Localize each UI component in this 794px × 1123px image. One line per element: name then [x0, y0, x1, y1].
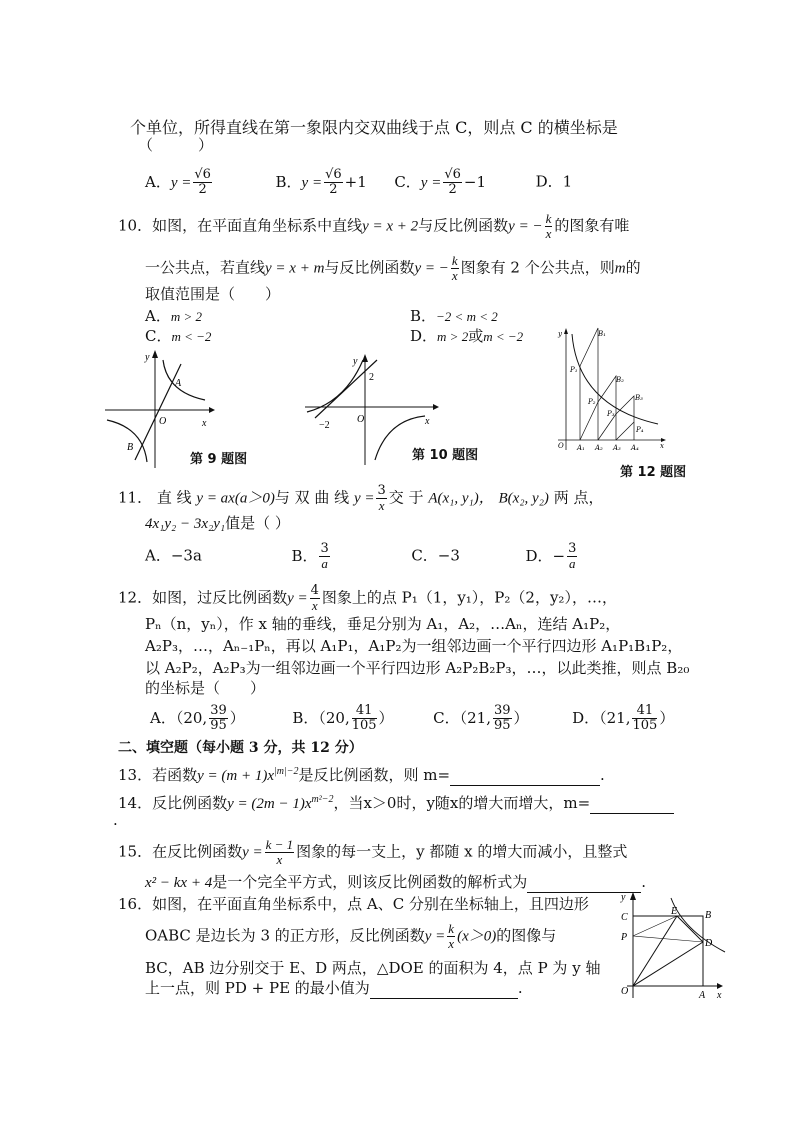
q16-line1: 16．如图，在平面直角坐标系中，点 A、C 分别在坐标轴上，且四边形 — [118, 895, 589, 913]
section-2-title: 二、填空题（每小题 3 分，共 12 分） — [118, 740, 363, 756]
q14: 14．反比例函数$y = (2m - 1)x^{m^2-2}$，当x＞0时，y随x的增大而增大，m= — [118, 790, 674, 814]
fig16-label-o: O — [621, 986, 629, 997]
fig10-label-2: 2 — [369, 372, 374, 383]
fig12-label-p3: P₃ — [607, 410, 615, 418]
q10-option-a: A．m > 2 — [145, 307, 203, 325]
fig16-label-x: x — [717, 990, 722, 1001]
q15-line2: x² − kx + 4是一个完全平方式，则该反比例函数的解析式为 . — [145, 873, 647, 891]
q12-line2: Pₙ（n，yₙ），作 x 轴的垂线，垂足分别为 A₁，A₂，…Aₙ，连结 A₁P₂， — [145, 615, 621, 633]
fig12-label-p2: P₂ — [588, 398, 596, 406]
fig9-label-x: x — [202, 418, 207, 429]
q13: 13．若函数$y = (m + 1)x^{|m|-2}$是反比例函数，则 m= . — [118, 766, 605, 784]
figure-12 — [548, 326, 670, 456]
figure-16 — [615, 890, 727, 1002]
q15-line1: 15．在反比例函数y = $\frac{k - 1}{x}$ 图象的每一支上，y 都随 x 的增大而减小，且整式 — [118, 837, 628, 867]
fig10-label-neg2: −2 — [319, 420, 330, 431]
fig10-label-x: x — [425, 416, 430, 427]
q14-answer-blank[interactable] — [590, 793, 674, 814]
q10-option-c: C．m < −2 — [145, 327, 212, 345]
fig16-label-p: P — [621, 932, 628, 943]
fig9-label-y: y — [145, 352, 150, 363]
fig12-caption: 第 12 题图 — [620, 465, 687, 480]
fig12-label-a1: A₁ — [577, 444, 585, 452]
fig12-label-a3: A₃ — [613, 444, 621, 452]
q14-period: . — [113, 811, 118, 829]
fig12-label-p4: P₄ — [636, 426, 644, 434]
fig16-label-b: B — [705, 910, 712, 921]
q12-options — [150, 704, 674, 733]
q10-option-b: B．−2 < m < 2 — [410, 307, 498, 325]
q9-paren: （ ） — [138, 136, 214, 154]
q10-line1: 10．如图，在平面直角坐标系中直线y = x + 2与反比例函数y = − $\frac{k}{x}$ 的图象有唯 — [118, 211, 630, 241]
q10-line3: 取值范围是（ ） — [145, 285, 281, 303]
q16-line3: BC，AB 边分别交于 E、D 两点，△DOE 的面积为 4，点 P 为 y 轴 — [145, 959, 601, 977]
fig10-label-o: O — [357, 414, 365, 425]
fig16-label-c: C — [621, 912, 628, 923]
fig12-label-p1: P₁ — [570, 366, 578, 374]
q9-option-a: A．y = $\frac{√6}{2}$ — [145, 167, 211, 197]
q12-line1: 12．如图，过反比例函数y = $\frac{4}{x}$ 图象上的点 P₁（1，y₁），P₂（2，y₂），…， — [118, 583, 617, 613]
fig12-label-a2: A₂ — [595, 444, 603, 452]
q12-line4: 以 A₂P₂，A₂P₃为一组邻边画一个平行四边形 A₂P₂B₂P₃，…，以此类推，则点 B₂₀ — [145, 659, 690, 677]
q11-option-a: A．−3a — [145, 546, 202, 565]
fig16-label-y: y — [621, 892, 626, 903]
q10-option-d: D．m > 2或m < −2 — [410, 327, 524, 345]
fig12-label-b1: B₁ — [598, 330, 606, 338]
fig12-label-o: O — [558, 442, 564, 450]
q11-option-c: C．−3 — [411, 546, 460, 565]
q11-line1: 11． 直 线 y = ax(a＞0)与 双 曲 线 y = $\frac{3}{x}$ 交 于 A(x₁, y₁)， B(x₂, y₂) 两 点， — [118, 483, 604, 513]
fig9-label-a: A — [175, 378, 182, 389]
q10-line2: 一公共点，若直线y = x + m与反比例函数y = − $\frac{k}{x}$ 图象有 2 个公共点，则m的 — [145, 253, 641, 283]
q12-option-b: B．（20, $\frac{41}{105}$ ） — [292, 703, 394, 733]
q11-option-b: B． $\frac{3}{a}$ — [291, 541, 329, 571]
fig12-label-y: y — [558, 330, 562, 338]
fig16-label-d: D — [705, 938, 713, 949]
q9-option-d: D．1 — [535, 172, 573, 191]
fig16-label-e: E — [671, 906, 678, 917]
q12-option-a: A．（20, $\frac{39}{95}$ ） — [150, 703, 245, 733]
q9-option-c: C．y = $\frac{√6}{2}$ −1 — [394, 167, 487, 197]
fig10-caption: 第 10 题图 — [412, 448, 479, 463]
fig9-label-b: B — [127, 442, 134, 453]
q9-option-b: B．y = $\frac{√6}{2}$ +1 — [275, 167, 367, 197]
fig12-label-b2: B₂ — [616, 376, 624, 384]
fig9-caption: 第 9 题图 — [190, 452, 248, 467]
q13-answer-blank[interactable] — [450, 765, 600, 786]
q9-line1: 个单位，所得直线在第一象限内交双曲线于点 C，则点 C 的横坐标是 — [130, 118, 618, 137]
fig9-label-o: O — [159, 416, 167, 427]
q16-line4: 上一点，则 PD + PE 的最小值为 . — [145, 979, 523, 997]
q11-line2: 4x₁y₂ − 3x₂y₁值是（ ） — [145, 514, 290, 532]
q9-options — [145, 168, 572, 197]
fig10-label-y: y — [353, 356, 358, 367]
q12-line5: 的坐标是（ ） — [145, 679, 266, 697]
q16-line2: OABC 是边长为 3 的正方形，反比例函数y = $\frac{k}{x}$ (x＞0)的图像与 — [145, 921, 557, 951]
q12-option-c: C．（21, $\frac{39}{95}$ ） — [433, 703, 529, 733]
q12-option-d: D．（21, $\frac{41}{105}$ ） — [572, 703, 675, 733]
q11-options — [145, 542, 579, 571]
fig12-label-a4: A₄ — [631, 444, 639, 452]
fig12-label-b3: B₃ — [635, 394, 643, 402]
fig12-label-x: x — [660, 442, 664, 450]
fig16-label-a: A — [699, 990, 706, 1001]
q11-option-d: D．− $\frac{3}{a}$ — [525, 541, 577, 571]
q12-line3: A₂P₃，…，Aₙ₋₁Pₙ，再以 A₁P₁，A₁P₂为一组邻边画一个平行四边形 A₁P₁B₁P₂， — [145, 637, 683, 655]
q16-answer-blank[interactable] — [370, 978, 518, 999]
